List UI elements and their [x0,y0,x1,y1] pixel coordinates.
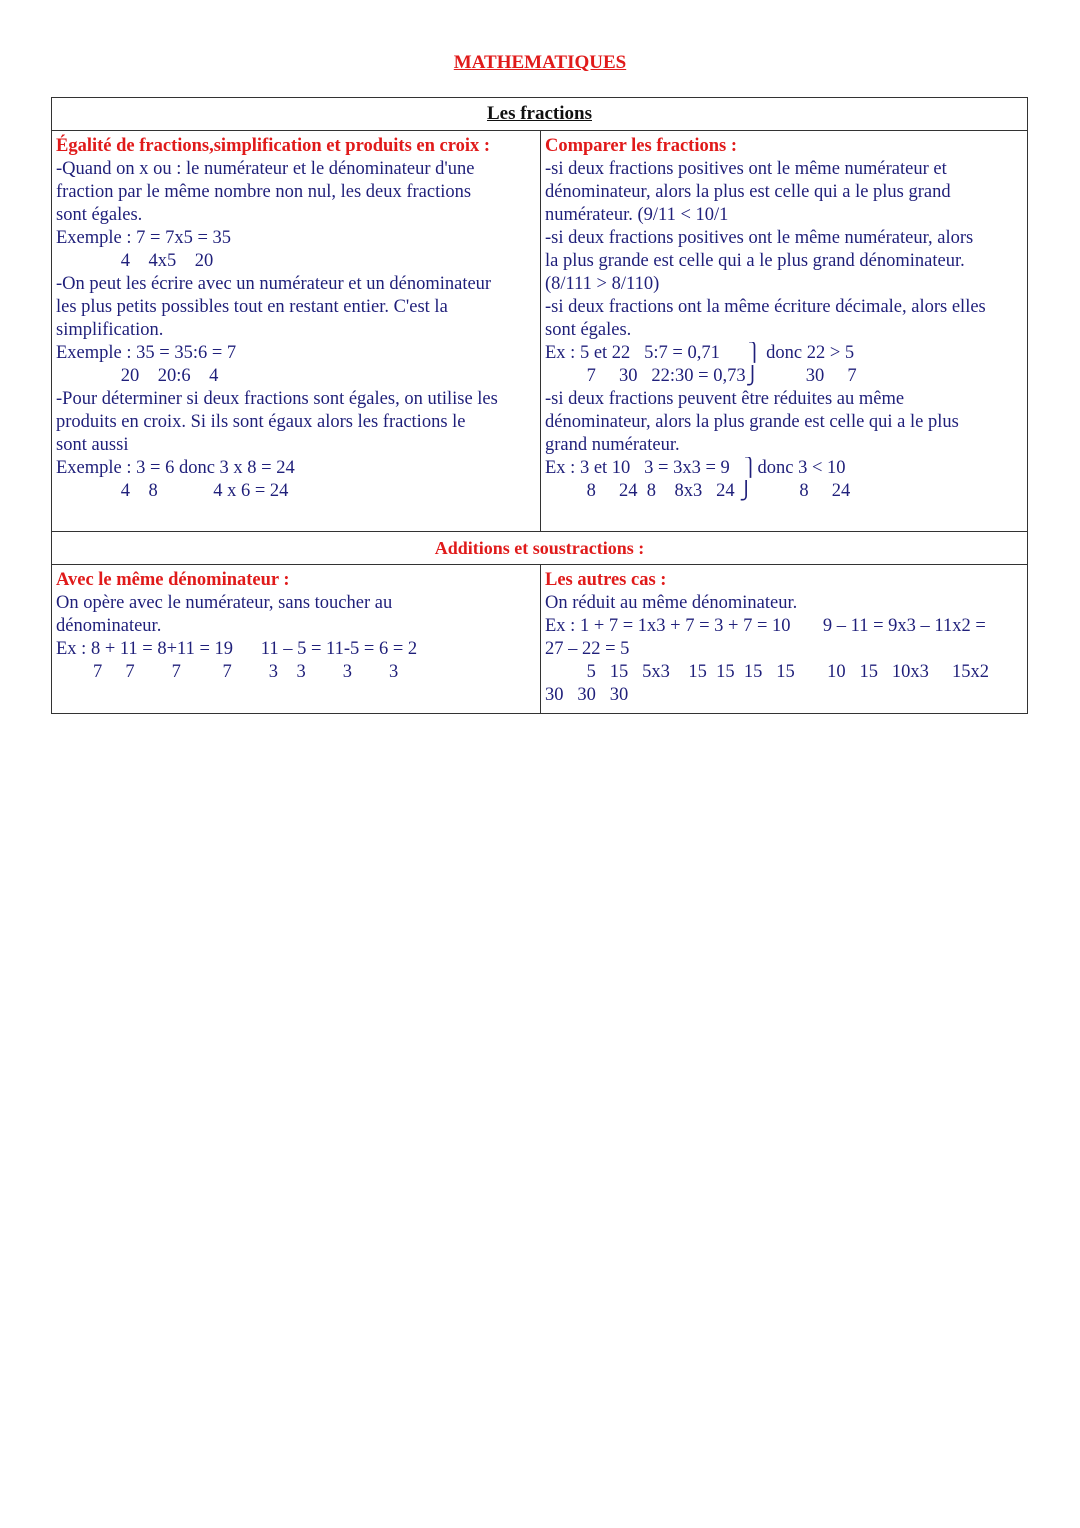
text-line: -si deux fractions ont la même écriture décimale, alors elles [545,297,986,317]
text-line: -On peut les écrire avec un numérateur et un dénominateur [56,274,492,294]
text-line: Exemple : 35 = 35:6 = 7 [56,343,237,363]
text-line: dénominateur, alors la plus est celle qui a le plus grand [545,182,951,202]
compare-heading: Comparer les fractions : [545,136,737,156]
fractions-table [51,97,1028,714]
text-line: 8 24 8 8x3 24 ⎭ 8 24 [545,481,851,501]
text-line: Exemple : 3 = 6 donc 3 x 8 = 24 [56,458,295,478]
text-line: fraction par le même nombre non nul, les deux fractions [56,182,472,202]
same-denominator-heading: Avec le même dénominateur : [56,570,290,590]
cell-same-denominator [52,565,541,713]
cell-equality [52,131,541,531]
text-line: 7 7 7 7 3 3 3 3 [56,662,399,682]
equality-heading: Égalité de fractions,simplification et produits en croix : [56,136,491,156]
page-title: MATHEMATIQUES [453,52,627,73]
text-line: -Quand on x ou : le numérateur et le dénominateur d'une [56,159,475,179]
text-line: la plus grande est celle qui a le plus grand dénominateur. [545,251,965,271]
cell-other-cases [541,565,1027,713]
text-line: -Pour déterminer si deux fractions sont égales, on utilise les [56,389,498,409]
text-line: On opère avec le numérateur, sans toucher au [56,593,393,613]
cell-compare [541,131,1027,531]
text-line: -si deux fractions positives ont le même numérateur, alors [545,228,974,248]
text-line: -si deux fractions peuvent être réduites au même [545,389,905,409]
compare-text [545,158,1023,503]
text-line: sont égales. [545,320,632,340]
text-line: Ex : 8 + 11 = 8+11 = 19 11 – 5 = 11-5 = 6 = 2 [56,639,418,659]
text-line: simplification. [56,320,164,340]
text-line: numérateur. (9/11 < 10/1 [545,205,729,225]
text-line: Ex : 1 + 7 = 1x3 + 7 = 3 + 7 = 10 9 – 11 = 9x3 – 11x2 = [545,616,986,636]
text-line: sont égales. [56,205,143,225]
text-line: 30 30 30 [545,685,629,705]
other-cases-heading: Les autres cas : [545,570,667,590]
text-line: 5 15 5x3 15 15 15 15 10 15 10x3 15x2 [545,662,989,682]
equality-text [56,158,536,503]
text-line: grand numérateur. [545,435,680,455]
section2-header: Additions et soustractions : [52,531,1027,565]
text-line: les plus petits possibles tout en restant entier. C'est la [56,297,448,317]
section-additions [52,565,1027,713]
text-line: (8/111 > 8/110) [545,274,660,294]
text-line: 27 – 22 = 5 [545,639,630,659]
text-line: Ex : 3 et 10 3 = 3x3 = 9 ⎫donc 3 < 10 [545,458,846,478]
text-line: 4 4x5 20 [56,251,214,271]
section-fractions [52,131,1027,531]
text-line: 7 30 22:30 = 0,73⎭ 30 7 [545,366,857,386]
text-line: Exemple : 7 = 7x5 = 35 [56,228,232,248]
text-line: dénominateur, alors la plus grande est celle qui a le plus [545,412,959,432]
text-line: sont aussi [56,435,129,455]
text-line: Ex : 5 et 22 5:7 = 0,71 ⎫ donc 22 > 5 [545,343,855,363]
text-line: On réduit au même dénominateur. [545,593,798,613]
text-line: produits en croix. Si ils sont égaux alors les fractions le [56,412,466,432]
text-line: 20 20:6 4 [56,366,219,386]
table-header: Les fractions [52,98,1027,131]
other-cases-text [545,592,1023,707]
text-line: 4 8 4 x 6 = 24 [56,481,289,501]
text-line: -si deux fractions positives ont le même numérateur et [545,159,947,179]
same-denominator-text [56,592,536,684]
text-line: dénominateur. [56,616,162,636]
